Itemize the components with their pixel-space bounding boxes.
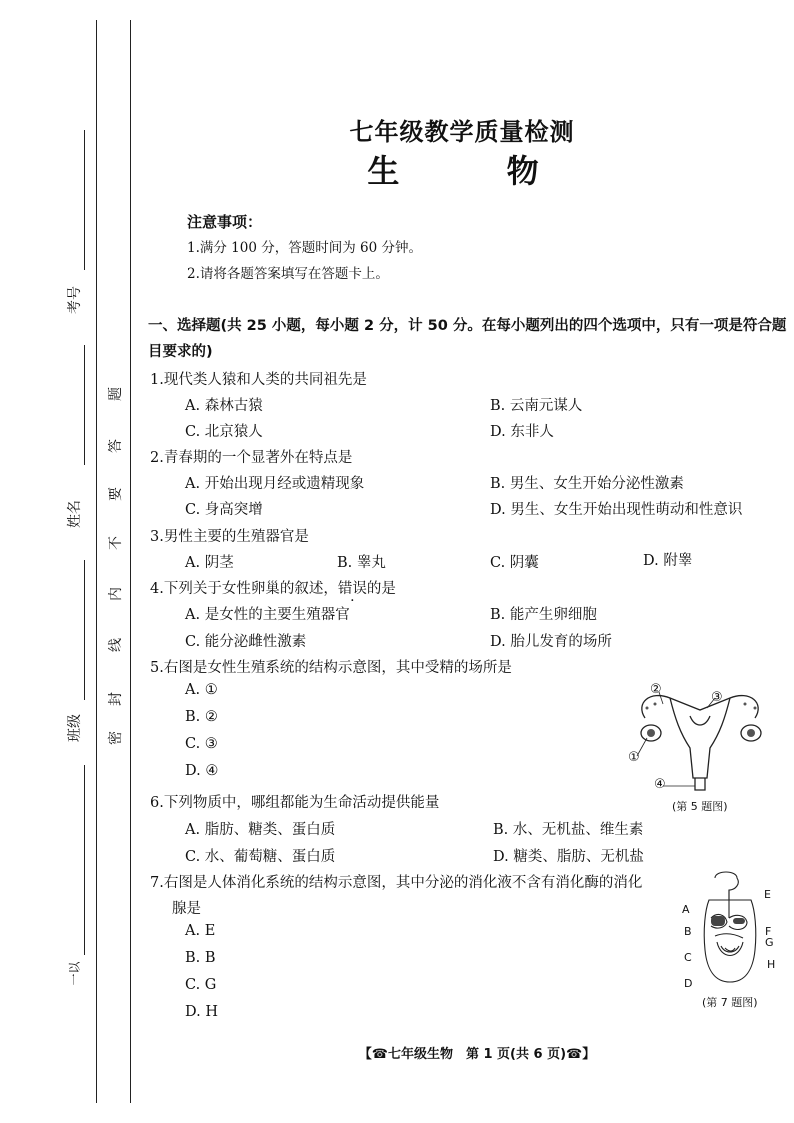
seal-char-3: 线: [108, 638, 124, 652]
q3-option-b[interactable]: B. 睾丸: [337, 555, 386, 571]
q1-option-d[interactable]: D. 东非人: [490, 424, 554, 440]
fig5-label-2: ②: [650, 682, 662, 697]
q2-option-a[interactable]: A. 开始出现月经或遗精现象: [185, 476, 365, 492]
fig7-label-f: F: [765, 925, 772, 938]
q6-option-c[interactable]: C. 水、葡萄糖、蛋白质: [185, 849, 336, 865]
name-blank[interactable]: [84, 560, 85, 700]
page-footer: 【☎七年级生物 第 1 页(共 6 页)☎】: [358, 1047, 596, 1062]
notice-item-2: 2.请将各题答案填写在答题卡上。: [187, 266, 389, 282]
seal-char-1: 密: [108, 731, 124, 745]
section-heading-line2: 目要求的): [148, 344, 213, 360]
question-1-stem: 1.现代类人猿和人类的共同祖先是: [150, 372, 367, 388]
question-5-stem: 5.右图是女性生殖系统的结构示意图，其中受精的场所是: [150, 660, 512, 676]
q4-option-a[interactable]: A. 是女性的主要生殖器官: [185, 607, 350, 623]
fig7-caption: (第 7 题图): [702, 996, 758, 1009]
question-7-stem-cont: 腺是: [172, 901, 201, 917]
q1-option-a[interactable]: A. 森林古猿: [185, 398, 263, 414]
fig7-label-c: C: [684, 951, 692, 964]
q4-stem-pre: 4.下列关于女性卵巢的叙述，: [150, 581, 338, 597]
fig7-label-g: G: [765, 936, 774, 949]
q2-option-d[interactable]: D. 男生、女生开始出现性萌动和性意识: [490, 502, 743, 518]
class-label: 班级: [67, 714, 83, 742]
question-6-stem: 6.下列物质中，哪组都能为生命活动提供能量: [150, 795, 440, 811]
q3-option-c[interactable]: C. 阴囊: [490, 555, 539, 571]
q3-option-d[interactable]: D. 附睾: [643, 553, 693, 569]
seal-char-8: 题: [108, 387, 124, 401]
q4-option-b[interactable]: B. 能产生卵细胞: [490, 607, 597, 623]
q2-option-b[interactable]: B. 男生、女生开始分泌性激素: [490, 476, 684, 492]
seal-char-7: 答: [108, 439, 124, 453]
notice-item-1: 1.满分 100 分，答题时间为 60 分钟。: [187, 240, 422, 256]
q6-option-b[interactable]: B. 水、无机盐、维生素: [493, 822, 644, 838]
fig5-caption: (第 5 题图): [672, 800, 728, 813]
question-4-stem: [150, 577, 396, 598]
question-2-stem: 2.青春期的一个显著外在特点是: [150, 450, 353, 466]
seal-char-6: 要: [108, 487, 124, 501]
q5-option-a[interactable]: A. ①: [185, 682, 218, 698]
seal-char-2: 封: [108, 692, 124, 706]
q5-option-d[interactable]: D. ④: [185, 763, 219, 779]
q4-stem-post: 的是: [366, 581, 396, 597]
q7-option-a[interactable]: A. E: [185, 923, 216, 939]
q4-option-c[interactable]: C. 能分泌雌性激素: [185, 634, 307, 650]
seal-char-5: 不: [108, 536, 124, 550]
seal-char-4: 内: [108, 587, 124, 601]
fig7-label-d: D: [684, 977, 693, 990]
q5-option-c[interactable]: C. ③: [185, 736, 218, 752]
notice-heading: 注意事项：: [187, 213, 263, 231]
exam-no-blank-lower[interactable]: [84, 345, 85, 465]
q5-option-b[interactable]: B. ②: [185, 709, 218, 725]
subject-title: 生 物: [367, 152, 587, 190]
q1-option-b[interactable]: B. 云南元谋人: [490, 398, 583, 414]
fig5-label-1: ①: [628, 750, 640, 765]
q7-option-b[interactable]: B. B: [185, 950, 216, 966]
q7-option-d[interactable]: D. H: [185, 1004, 218, 1020]
female-reproductive-diagram: [615, 678, 785, 803]
section-heading-line1: 一、选择题(共 25 小题，每小题 2 分，计 50 分。在每小题列出的四个选项中，只有一项是符合题: [148, 318, 787, 334]
q7-option-c[interactable]: C. G: [185, 977, 217, 993]
question-7-stem: 7.右图是人体消化系统的结构示意图，其中分泌的消化液不含有消化酶的消化: [150, 875, 643, 891]
q6-option-a[interactable]: A. 脂肪、糖类、蛋白质: [185, 822, 336, 838]
q4-option-d[interactable]: D. 胎儿发育的场所: [490, 634, 612, 650]
fig7-label-a: A: [682, 903, 690, 916]
q1-option-c[interactable]: C. 北京猿人: [185, 424, 263, 440]
section-heading: [148, 313, 788, 365]
q6-option-d[interactable]: D. 糖类、脂肪、无机盐: [493, 849, 644, 865]
fig7-label-b: B: [684, 925, 692, 938]
q4-stem-emphasis: 错误: [337, 581, 367, 597]
exam-title: 七年级教学质量检测: [349, 118, 575, 146]
fig7-label-e: E: [764, 888, 771, 901]
fig5-label-4: ④: [654, 777, 666, 792]
name-label: 姓名: [67, 500, 83, 528]
bottom-mark: 一以: [67, 961, 82, 986]
q2-option-c[interactable]: C. 身高突增: [185, 502, 263, 518]
exam-no-label: 考号: [67, 286, 83, 314]
question-3-stem: 3.男性主要的生殖器官是: [150, 529, 309, 545]
class-blank[interactable]: [84, 765, 85, 955]
fig7-label-h: H: [767, 958, 776, 971]
q3-option-a[interactable]: A. 阴茎: [185, 555, 234, 571]
fig5-label-3: ③: [711, 690, 723, 705]
digestive-system-diagram: [695, 870, 765, 990]
